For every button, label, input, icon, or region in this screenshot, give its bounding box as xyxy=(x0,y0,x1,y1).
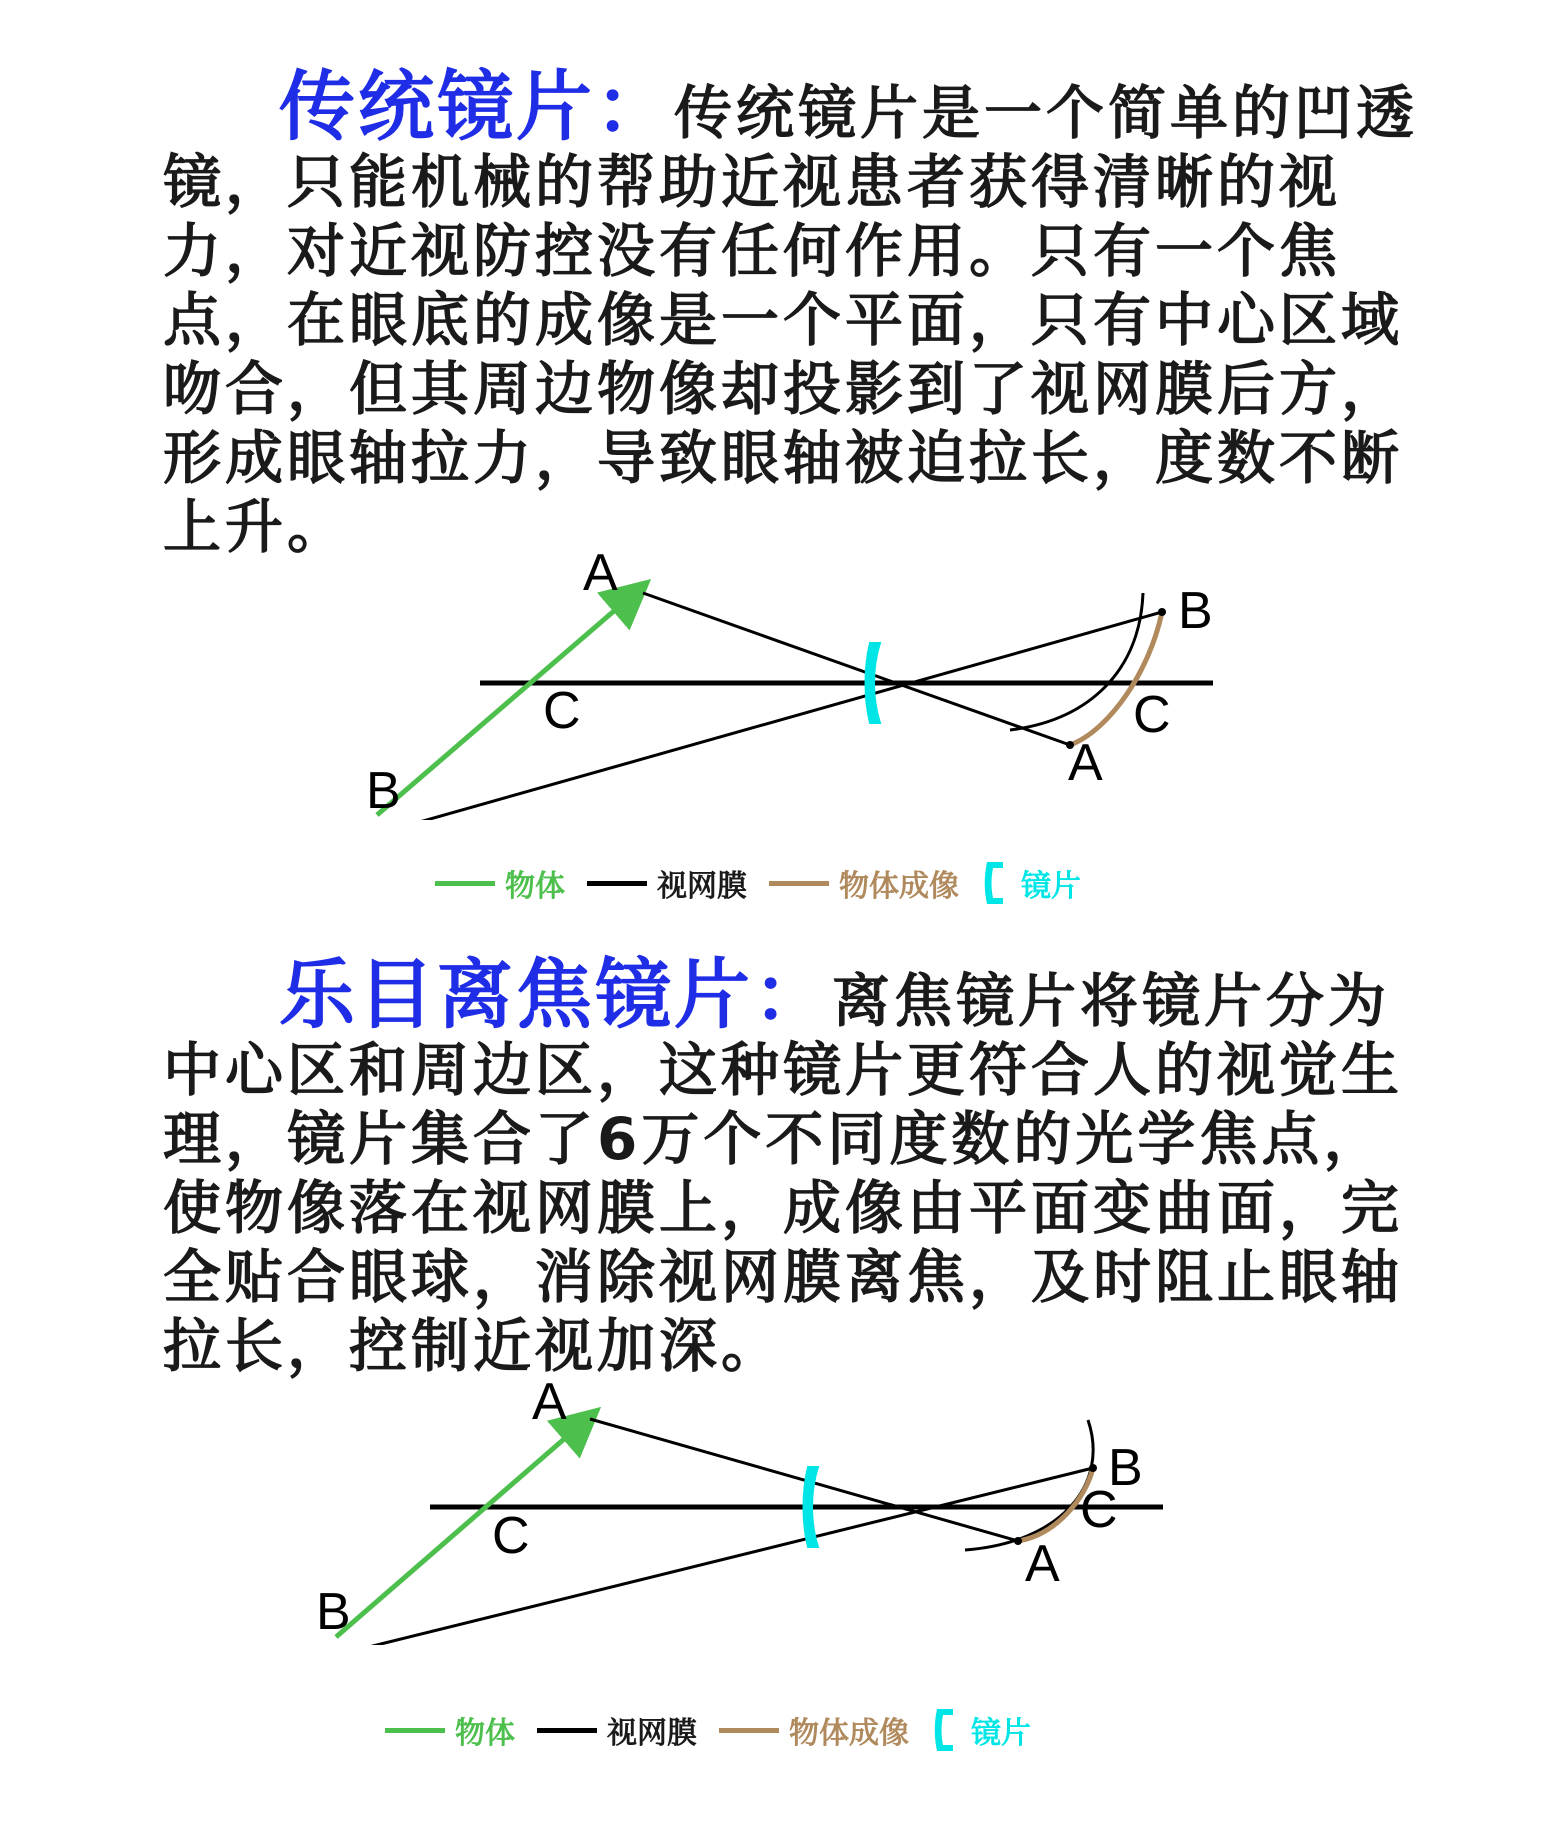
legend-swatch-image xyxy=(769,881,829,886)
legend-swatch-object xyxy=(385,1728,445,1733)
label-a-image: A xyxy=(1025,1535,1060,1593)
defocus-body: 离焦镜片将镜片分为中心区和周边区，这种镜片更符合人的视觉生理，镜片集合了6万个不同度数的光学焦点，使物像落在视网膜上，成像由平面变曲面，完全贴合眼球，消除视网膜离焦，及时阻止眼轴拉长，控制近视加深。 xyxy=(163,967,1404,1380)
image-point-a xyxy=(1014,1537,1022,1545)
defocus-description xyxy=(163,950,1443,1381)
legend-label-retina: 视网膜 xyxy=(607,1716,697,1751)
label-a-image: A xyxy=(1068,734,1103,792)
legend-item-lens xyxy=(981,860,1081,906)
label-b-object: B xyxy=(366,762,401,820)
retina-curve xyxy=(1010,593,1143,730)
label-c-object: C xyxy=(543,682,581,740)
defocus-legend xyxy=(385,1705,1053,1755)
legend-label-lens: 镜片 xyxy=(1021,869,1081,904)
legend-item-lens xyxy=(931,1707,1031,1753)
legend-item-object xyxy=(435,861,565,905)
label-a-object: A xyxy=(583,550,618,602)
defocus-heading: 乐目离焦镜片： xyxy=(279,950,832,1039)
label-b-object: B xyxy=(316,1583,351,1641)
label-a-object: A xyxy=(532,1375,567,1431)
legend-label-image: 物体成像 xyxy=(789,1716,909,1751)
legend-swatch-object xyxy=(435,881,495,886)
legend-swatch-retina xyxy=(587,881,647,886)
label-b-image: B xyxy=(1178,582,1213,640)
label-b-image: B xyxy=(1108,1439,1143,1497)
legend-item-retina xyxy=(537,1708,697,1752)
traditional-body: 传统镜片是一个简单的凹透镜，只能机械的帮助近视患者获得清晰的视力，对近视防控没有任何作用。只有一个焦点，在眼底的成像是一个平面，只有中心区域吻合，但其周边物像却投影到了视网膜后方，形成眼轴拉力，导致眼轴被迫拉长，度数不断上升。 xyxy=(163,79,1419,561)
legend-label-lens: 镜片 xyxy=(971,1716,1031,1751)
label-c-image: C xyxy=(1080,1481,1118,1539)
legend-lens-icon xyxy=(981,860,1007,906)
legend-label-object: 物体 xyxy=(455,1716,515,1751)
legend-label-retina: 视网膜 xyxy=(657,869,747,904)
defocus-optics-svg xyxy=(0,1375,1562,1645)
ray-b xyxy=(320,1468,1093,1645)
legend-item-retina xyxy=(587,861,747,905)
legend-item-image xyxy=(769,861,959,905)
traditional-description xyxy=(163,62,1443,562)
legend-item-object xyxy=(385,1708,515,1752)
legend-swatch-retina xyxy=(537,1728,597,1733)
label-c-image: C xyxy=(1133,686,1171,744)
object-arrow xyxy=(336,1420,586,1637)
legend-lens-icon xyxy=(931,1707,957,1753)
traditional-legend xyxy=(435,858,1103,908)
traditional-diagram xyxy=(0,550,1562,820)
legend-label-image: 物体成像 xyxy=(839,869,959,904)
defocus-lens-section xyxy=(0,930,1562,1830)
traditional-heading: 传统镜片： xyxy=(279,62,674,151)
legend-item-image xyxy=(719,1708,909,1752)
label-c-object: C xyxy=(492,1507,530,1565)
legend-label-object: 物体 xyxy=(505,869,565,904)
ray-a xyxy=(643,593,1070,745)
object-arrow xyxy=(377,592,636,815)
image-point-b xyxy=(1089,1464,1097,1472)
image-point-b xyxy=(1158,608,1166,616)
defocus-diagram xyxy=(0,1375,1562,1645)
traditional-optics-svg xyxy=(0,550,1562,820)
legend-swatch-image xyxy=(719,1728,779,1733)
